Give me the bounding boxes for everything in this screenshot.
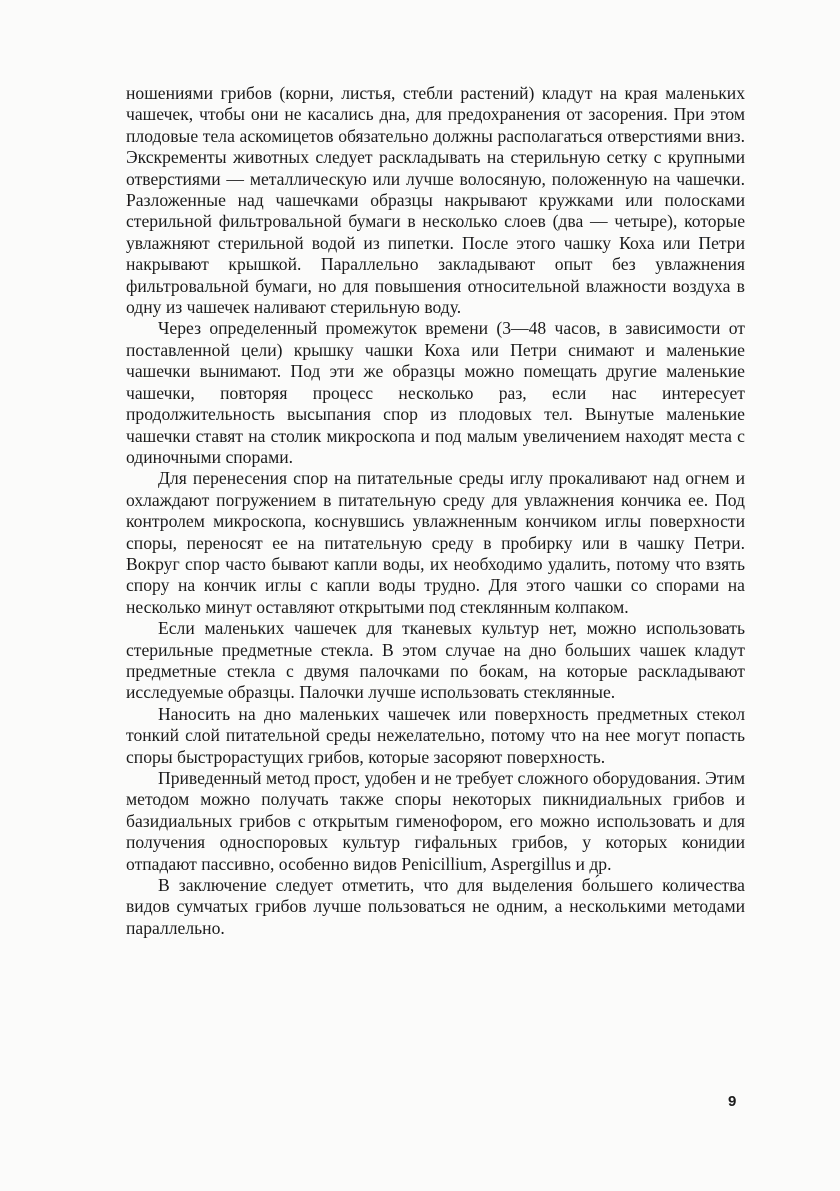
paragraph-medium-warning: Наносить на дно маленьких чашечек или поверхность предметных стекол тонкий слой питательной среды нежелательно, потому что на нее могут попасть споры быстрорастущих грибов, которые засоряют поверхность. bbox=[126, 703, 745, 767]
paragraph-continuation: ношениями грибов (корни, листья, стебли растений) кладут на края маленьких чашечек, чтобы они не касались дна, для предохранения от засорения. При этом плодовые тела аскомицетов обязательно должны располагаться отверстиями вниз. Экскременты животных следует раскладывать на стерильную сетку с крупными отверстиями — металлическую или лучше волосяную, положенную на чашечки. Разложенные над чашечками образцы накрывают кружками или полосками стерильной фильтровальной бумаги в несколько слоев (два — четыре), которые увлажняют стерильной водой из пипетки. После этого чашку Коха или Петри накрывают крышкой. Параллельно закладывают опыт без увлажнения фильтровальной бумаги, но для повышения относительной влажности воздуха в одну из чашечек наливают стерильную воду. bbox=[126, 83, 745, 318]
paragraph-slide-alternative: Если маленьких чашечек для тканевых культур нет, можно использовать стерильные предметные стекла. В этом случае на дно больших чашек кладут предметные стекла с двумя палочками по бокам, на которые раскладывают исследуемые образцы. Палочки лучше использовать стеклянные. bbox=[126, 618, 745, 703]
paragraph-method-summary: Приведенный метод прост, удобен и не требует сложного оборудования. Этим методом можно получать также споры некоторых пикнидиальных грибов и базидиальных грибов с открытым гименофором, его можно использовать и для получения односпоровых культур гифальных грибов, у которых конидии отпадают пассивно, особенно видов Penicillium, Aspergillus и др. bbox=[126, 768, 745, 874]
page-number: 9 bbox=[728, 1093, 737, 1110]
paragraph-spore-collection: Через определенный промежуток времени (3—48 часов, в зависимости от поставленной цели) крышку чашки Коха или Петри снимают и маленькие чашечки вынимают. Под эти же образцы можно помещать другие маленькие чашечки, повторяя процесс несколько раз, если нас интересует продолжительность высыпания спор из плодовых тел. Вынутые маленькие чашечки ставят на столик микроскопа и под малым увеличением находят места с одиночными спорами. bbox=[126, 318, 745, 467]
paragraph-conclusion: В заключение следует отметить, что для выделения бо́льшего количества видов сумчатых грибов лучше пользоваться не одним, а несколькими методами параллельно. bbox=[126, 875, 745, 938]
body-text bbox=[126, 83, 745, 939]
paragraph-spore-transfer: Для перенесения спор на питательные среды иглу прокаливают над огнем и охлаждают погружением в питательную среду для увлажнения кончика ее. Под контролем микроскопа, коснувшись увлажненным кончиком иглы поверхности споры, переносят ее на питательную среду в пробирку или в чашку Петри. Вокруг спор часто бывают капли воды, их необходимо удалить, потому что взять спору на кончик иглы с капли воды трудно. Для этого чашки со спорами на несколько минут оставляют открытыми под стеклянным колпаком. bbox=[126, 468, 745, 617]
